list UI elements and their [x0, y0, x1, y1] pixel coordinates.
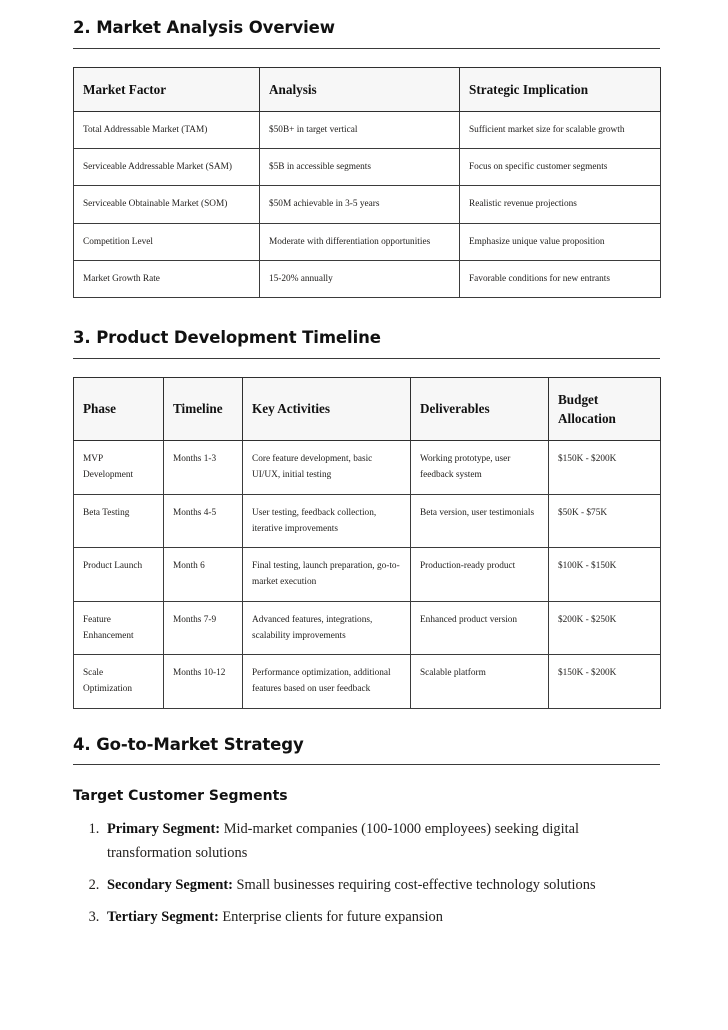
- market-analysis-table: [73, 67, 661, 298]
- cell-phase: Beta Testing: [74, 494, 164, 548]
- cell-budget: $50K - $75K: [549, 494, 661, 548]
- column-header-strategic-implication: Strategic Implication: [460, 67, 661, 111]
- cell-analysis: 15-20% annually: [260, 260, 460, 297]
- segment-label: Primary Segment:: [107, 821, 221, 838]
- cell-analysis: $50B+ in target vertical: [260, 111, 460, 148]
- section-heading-go-to-market: 4. Go-to-Market Strategy: [73, 735, 660, 766]
- table-header-row: [74, 67, 661, 111]
- segment-label: Secondary Segment:: [107, 877, 233, 894]
- cell-market-factor: Market Growth Rate: [74, 260, 260, 297]
- cell-phase: Feature Enhancement: [74, 601, 164, 655]
- cell-strategic-implication: Focus on specific customer segments: [460, 149, 661, 186]
- section-heading-product-timeline: 3. Product Development Timeline: [73, 328, 660, 359]
- cell-strategic-implication: Emphasize unique value proposition: [460, 223, 661, 260]
- cell-analysis: $5B in accessible segments: [260, 149, 460, 186]
- cell-timeline: Months 1-3: [164, 441, 243, 495]
- cell-deliverables: Beta version, user testimonials: [411, 494, 549, 548]
- segment-text: Mid-market companies (100-1000 employees) seeking digital transformation solutions: [107, 821, 579, 861]
- segment-text: Enterprise clients for future expansion: [218, 909, 443, 926]
- section-gap: [73, 709, 660, 735]
- table-row: [74, 601, 661, 655]
- cell-timeline: Months 4-5: [164, 494, 243, 548]
- cell-strategic-implication: Favorable conditions for new entrants: [460, 260, 661, 297]
- cell-phase: MVP Development: [74, 441, 164, 495]
- list-item: [103, 818, 660, 865]
- target-segment-list: [73, 818, 660, 929]
- cell-market-factor: Serviceable Obtainable Market (SOM): [74, 186, 260, 223]
- product-timeline-table: [73, 377, 661, 709]
- cell-deliverables: Working prototype, user feedback system: [411, 441, 549, 495]
- cell-budget: $150K - $200K: [549, 655, 661, 709]
- heading-spacer: [73, 49, 660, 67]
- table-row: [74, 223, 661, 260]
- column-header-analysis: Analysis: [260, 67, 460, 111]
- subheading-target-customer-segments: Target Customer Segments: [73, 788, 288, 805]
- cell-strategic-implication: Sufficient market size for scalable growth: [460, 111, 661, 148]
- segment-label: Tertiary Segment:: [107, 909, 219, 926]
- heading-spacer: [73, 765, 660, 787]
- cell-analysis: $50M achievable in 3-5 years: [260, 186, 460, 223]
- heading-spacer: [73, 359, 660, 377]
- cell-key-activities: Performance optimization, additional features based on user feedback: [243, 655, 411, 709]
- cell-strategic-implication: Realistic revenue projections: [460, 186, 661, 223]
- cell-timeline: Months 10-12: [164, 655, 243, 709]
- cell-timeline: Months 7-9: [164, 601, 243, 655]
- column-header-budget-allocation: Budget Allocation: [549, 377, 661, 440]
- cell-deliverables: Enhanced product version: [411, 601, 549, 655]
- cell-phase: Product Launch: [74, 548, 164, 602]
- cell-market-factor: Total Addressable Market (TAM): [74, 111, 260, 148]
- cell-analysis: Moderate with differentiation opportunities: [260, 223, 460, 260]
- table-row: [74, 111, 661, 148]
- cell-timeline: Month 6: [164, 548, 243, 602]
- table-row: [74, 655, 661, 709]
- cell-deliverables: Production-ready product: [411, 548, 549, 602]
- column-header-deliverables: Deliverables: [411, 377, 549, 440]
- cell-budget: $100K - $150K: [549, 548, 661, 602]
- top-spacer: [73, 0, 660, 18]
- column-header-phase: Phase: [74, 377, 164, 440]
- cell-budget: $150K - $200K: [549, 441, 661, 495]
- table-row: [74, 548, 661, 602]
- list-item: [103, 906, 660, 929]
- table-row: [74, 186, 661, 223]
- cell-phase: Scale Optimization: [74, 655, 164, 709]
- section-gap: [73, 298, 660, 328]
- list-item: [103, 874, 660, 897]
- segment-text: Small businesses requiring cost-effective technology solutions: [232, 877, 596, 894]
- section-heading-market-analysis: 2. Market Analysis Overview: [73, 18, 660, 49]
- cell-budget: $200K - $250K: [549, 601, 661, 655]
- cell-key-activities: Core feature development, basic UI/UX, initial testing: [243, 441, 411, 495]
- cell-deliverables: Scalable platform: [411, 655, 549, 709]
- table-row: [74, 494, 661, 548]
- cell-market-factor: Serviceable Addressable Market (SAM): [74, 149, 260, 186]
- column-header-key-activities: Key Activities: [243, 377, 411, 440]
- cell-market-factor: Competition Level: [74, 223, 260, 260]
- table-row: [74, 260, 661, 297]
- cell-key-activities: Final testing, launch preparation, go-to-market execution: [243, 548, 411, 602]
- table-row: [74, 149, 661, 186]
- table-header-row: [74, 377, 661, 440]
- cell-key-activities: User testing, feedback collection, iterative improvements: [243, 494, 411, 548]
- column-header-market-factor: Market Factor: [74, 67, 260, 111]
- table-row: [74, 441, 661, 495]
- column-header-timeline: Timeline: [164, 377, 243, 440]
- cell-key-activities: Advanced features, integrations, scalability improvements: [243, 601, 411, 655]
